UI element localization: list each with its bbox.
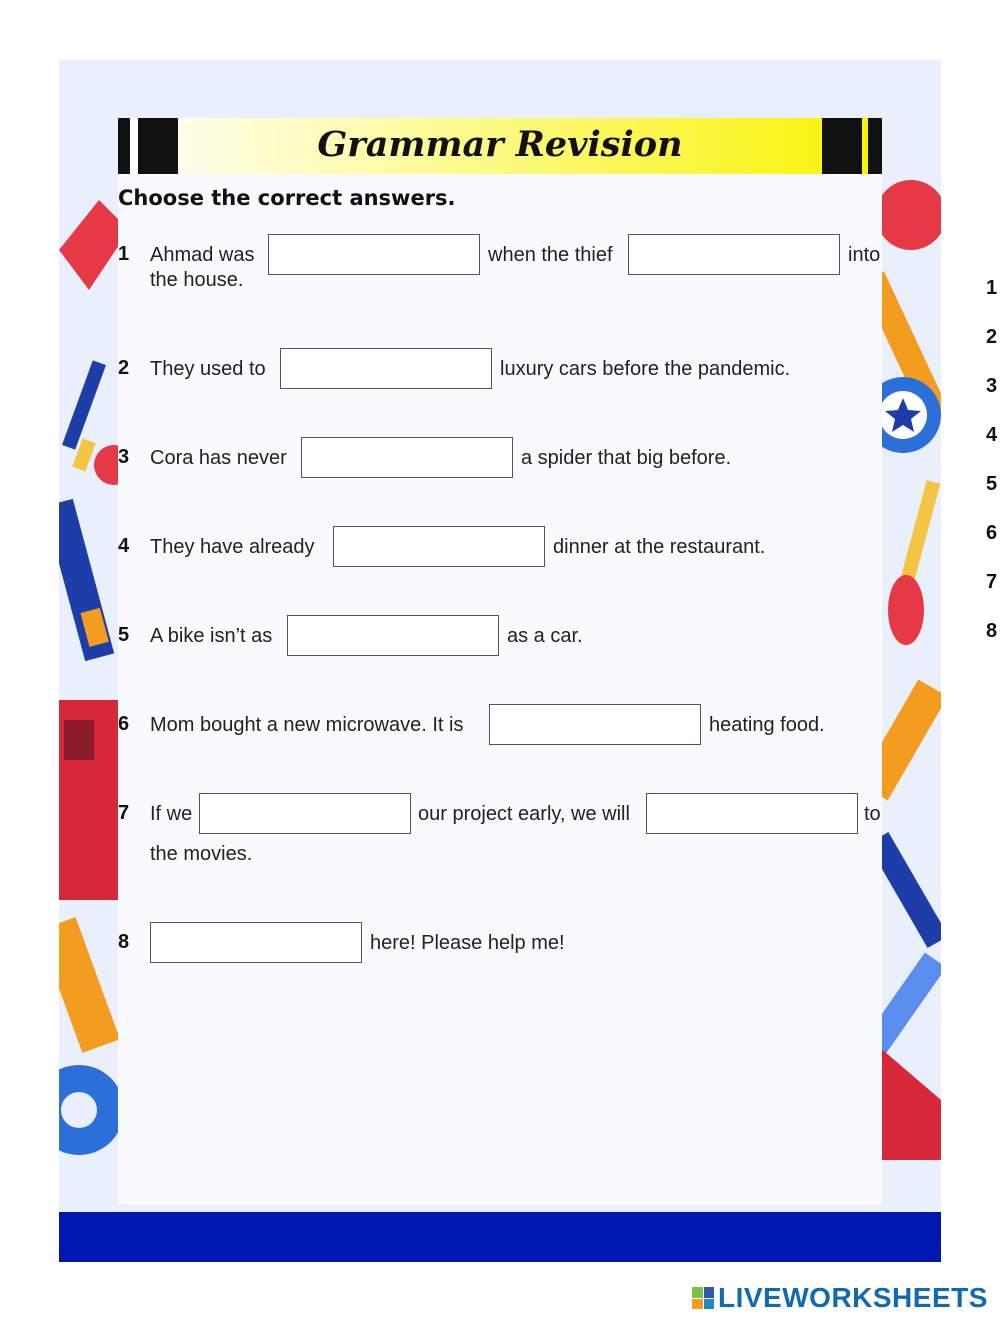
question-text: They have already <box>150 536 315 558</box>
footer-bar <box>59 1212 941 1262</box>
question-number: 4 <box>118 535 130 557</box>
question-text: here! Please help me! <box>370 932 565 954</box>
question-number: 3 <box>118 446 130 468</box>
marker-icon <box>59 917 120 1053</box>
side-question-number: 5 <box>986 473 998 495</box>
side-question-number: 3 <box>986 375 998 397</box>
question-number: 2 <box>118 357 130 379</box>
paintbrush-icon <box>888 480 940 645</box>
question-text: the house. <box>150 269 244 291</box>
question-text: as a car. <box>507 625 583 647</box>
answer-input-6[interactable] <box>489 704 701 745</box>
answer-input-3[interactable] <box>301 437 513 478</box>
side-question-number: 7 <box>986 571 998 593</box>
apple-icon <box>876 180 941 250</box>
gear-icon <box>59 1065 124 1155</box>
question-number: 8 <box>118 931 130 953</box>
answer-input-8[interactable] <box>150 922 362 963</box>
question-text: the movies. <box>150 843 253 865</box>
answer-input-5[interactable] <box>287 615 499 656</box>
question-number: 5 <box>118 624 130 646</box>
answer-input-2[interactable] <box>280 348 492 389</box>
logo-icon <box>692 1287 714 1309</box>
side-question-number: 2 <box>986 326 998 348</box>
question-text: Ahmad was <box>150 244 255 266</box>
question-text: to <box>864 803 881 825</box>
notebook-icon <box>59 700 119 900</box>
question-number: 7 <box>118 802 130 824</box>
question-text: A bike isn’t as <box>150 625 273 647</box>
question-number: 6 <box>118 713 130 735</box>
logo-text: LIVEWORKSHEETS <box>718 1282 988 1313</box>
question-text: heating food. <box>709 714 825 736</box>
question-text: our project early, we will <box>418 803 630 825</box>
answer-input-7b[interactable] <box>646 793 858 834</box>
question-text: dinner at the restaurant. <box>553 536 766 558</box>
answer-input-1a[interactable] <box>268 234 480 275</box>
question-text: into <box>848 244 881 266</box>
side-question-number: 4 <box>986 424 998 446</box>
pen-icon <box>59 499 114 661</box>
answer-input-4[interactable] <box>333 526 545 567</box>
question-text: a spider that big before. <box>521 447 732 469</box>
side-question-number: 6 <box>986 522 998 544</box>
instruction-text: Choose the correct answers. <box>118 186 456 210</box>
side-question-number: 1 <box>986 277 998 299</box>
side-question-number: 8 <box>986 620 998 642</box>
question-text: Cora has never <box>150 447 287 469</box>
page-title: Grammar Revision <box>317 124 683 165</box>
answer-input-7a[interactable] <box>199 793 411 834</box>
question-text: luxury cars before the pandemic. <box>500 358 791 380</box>
question-number: 1 <box>118 243 130 265</box>
answer-input-1b[interactable] <box>628 234 840 275</box>
question-text: If we <box>150 803 193 825</box>
liveworksheets-logo[interactable] <box>692 1282 988 1314</box>
question-text: They used to <box>150 358 266 380</box>
question-text: when the thief <box>488 244 613 266</box>
question-text: Mom bought a new microwave. It is <box>150 714 464 736</box>
